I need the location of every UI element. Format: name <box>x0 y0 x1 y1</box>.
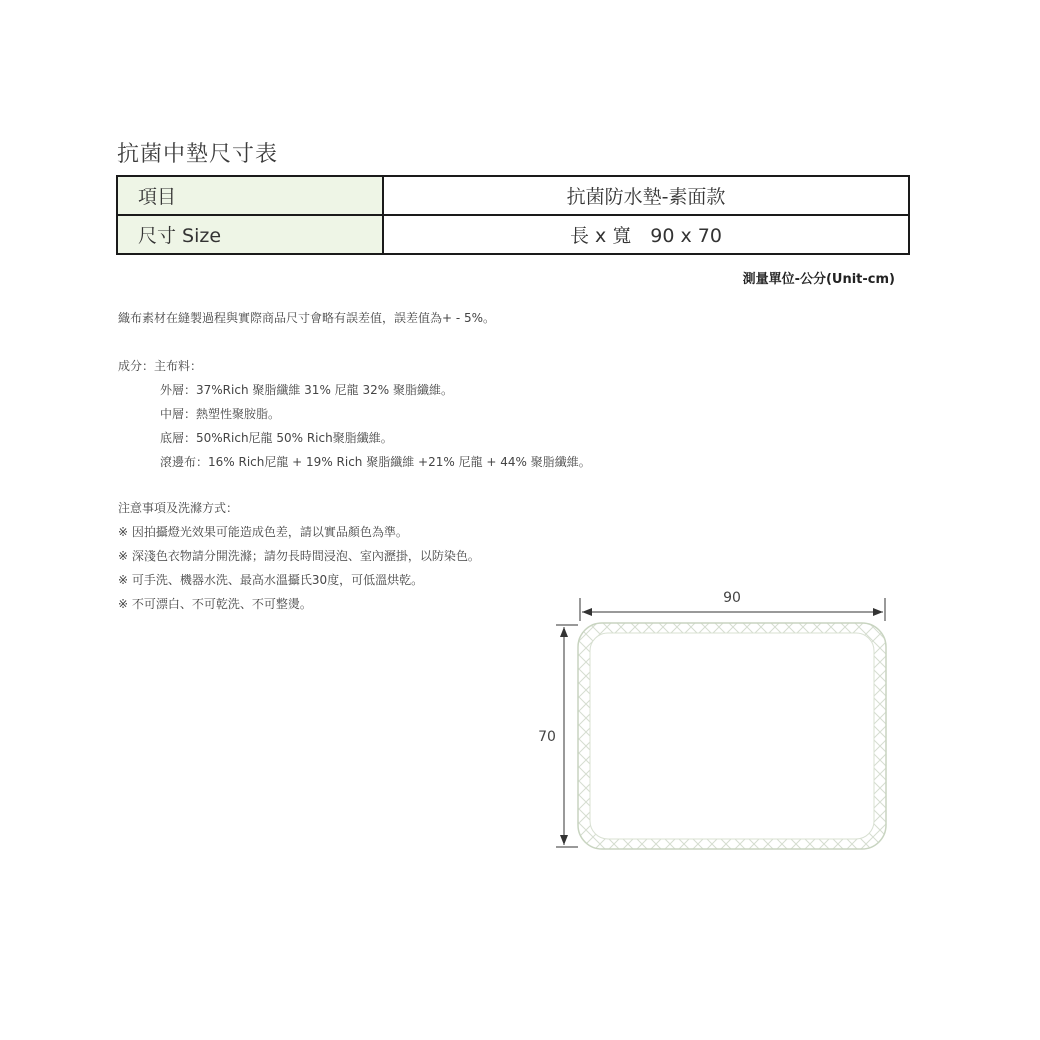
pad-dimension-diagram <box>530 585 900 860</box>
size-label: 尺寸 Size <box>117 215 383 254</box>
item-value: 抗菌防水墊-素面款 <box>383 176 909 215</box>
width-label: 90 <box>723 590 741 606</box>
pad-shape <box>578 623 886 849</box>
item-label: 項目 <box>117 176 383 215</box>
page-title: 抗菌中墊尺寸表 <box>117 142 279 167</box>
height-dimension <box>538 625 578 847</box>
care-item: ※ 因拍攝燈光效果可能造成色差，請以實品顏色為準。 <box>118 525 408 539</box>
composition-item: 滾邊布：16% Rich尼龍 + 19% Rich 聚脂纖維 +21% 尼龍 + 44% 聚脂纖維。 <box>160 455 591 469</box>
care-item: ※ 深淺色衣物請分開洗滌；請勿長時間浸泡、室內瀝掛，以防染色。 <box>118 549 480 563</box>
care-item: ※ 可手洗、機器水洗、最高水溫攝氏30度，可低溫烘乾。 <box>118 573 424 587</box>
care-item: ※ 不可漂白、不可乾洗、不可整燙。 <box>118 597 312 611</box>
table-row <box>117 215 909 254</box>
composition-heading: 成分：主布料： <box>118 359 203 373</box>
tolerance-note: 織布素材在縫製過程與實際商品尺寸會略有誤差值，誤差值為+ - 5%。 <box>118 311 496 325</box>
height-label: 70 <box>538 729 556 745</box>
care-heading: 注意事項及洗滌方式： <box>118 501 239 515</box>
width-dimension <box>580 590 885 621</box>
table-row <box>117 176 909 215</box>
unit-note: 測量單位-公分(Unit-cm) <box>742 272 895 287</box>
composition-item: 外層：37%Rich 聚脂纖維 31% 尼龍 32% 聚脂纖維。 <box>160 383 453 397</box>
composition-item: 中層：熱塑性聚胺脂。 <box>160 407 281 421</box>
size-table <box>116 175 910 255</box>
size-value: 長 x 寬 90 x 70 <box>383 215 909 254</box>
composition-item: 底層：50%Rich尼龍 50% Rich聚脂纖維。 <box>160 431 393 445</box>
